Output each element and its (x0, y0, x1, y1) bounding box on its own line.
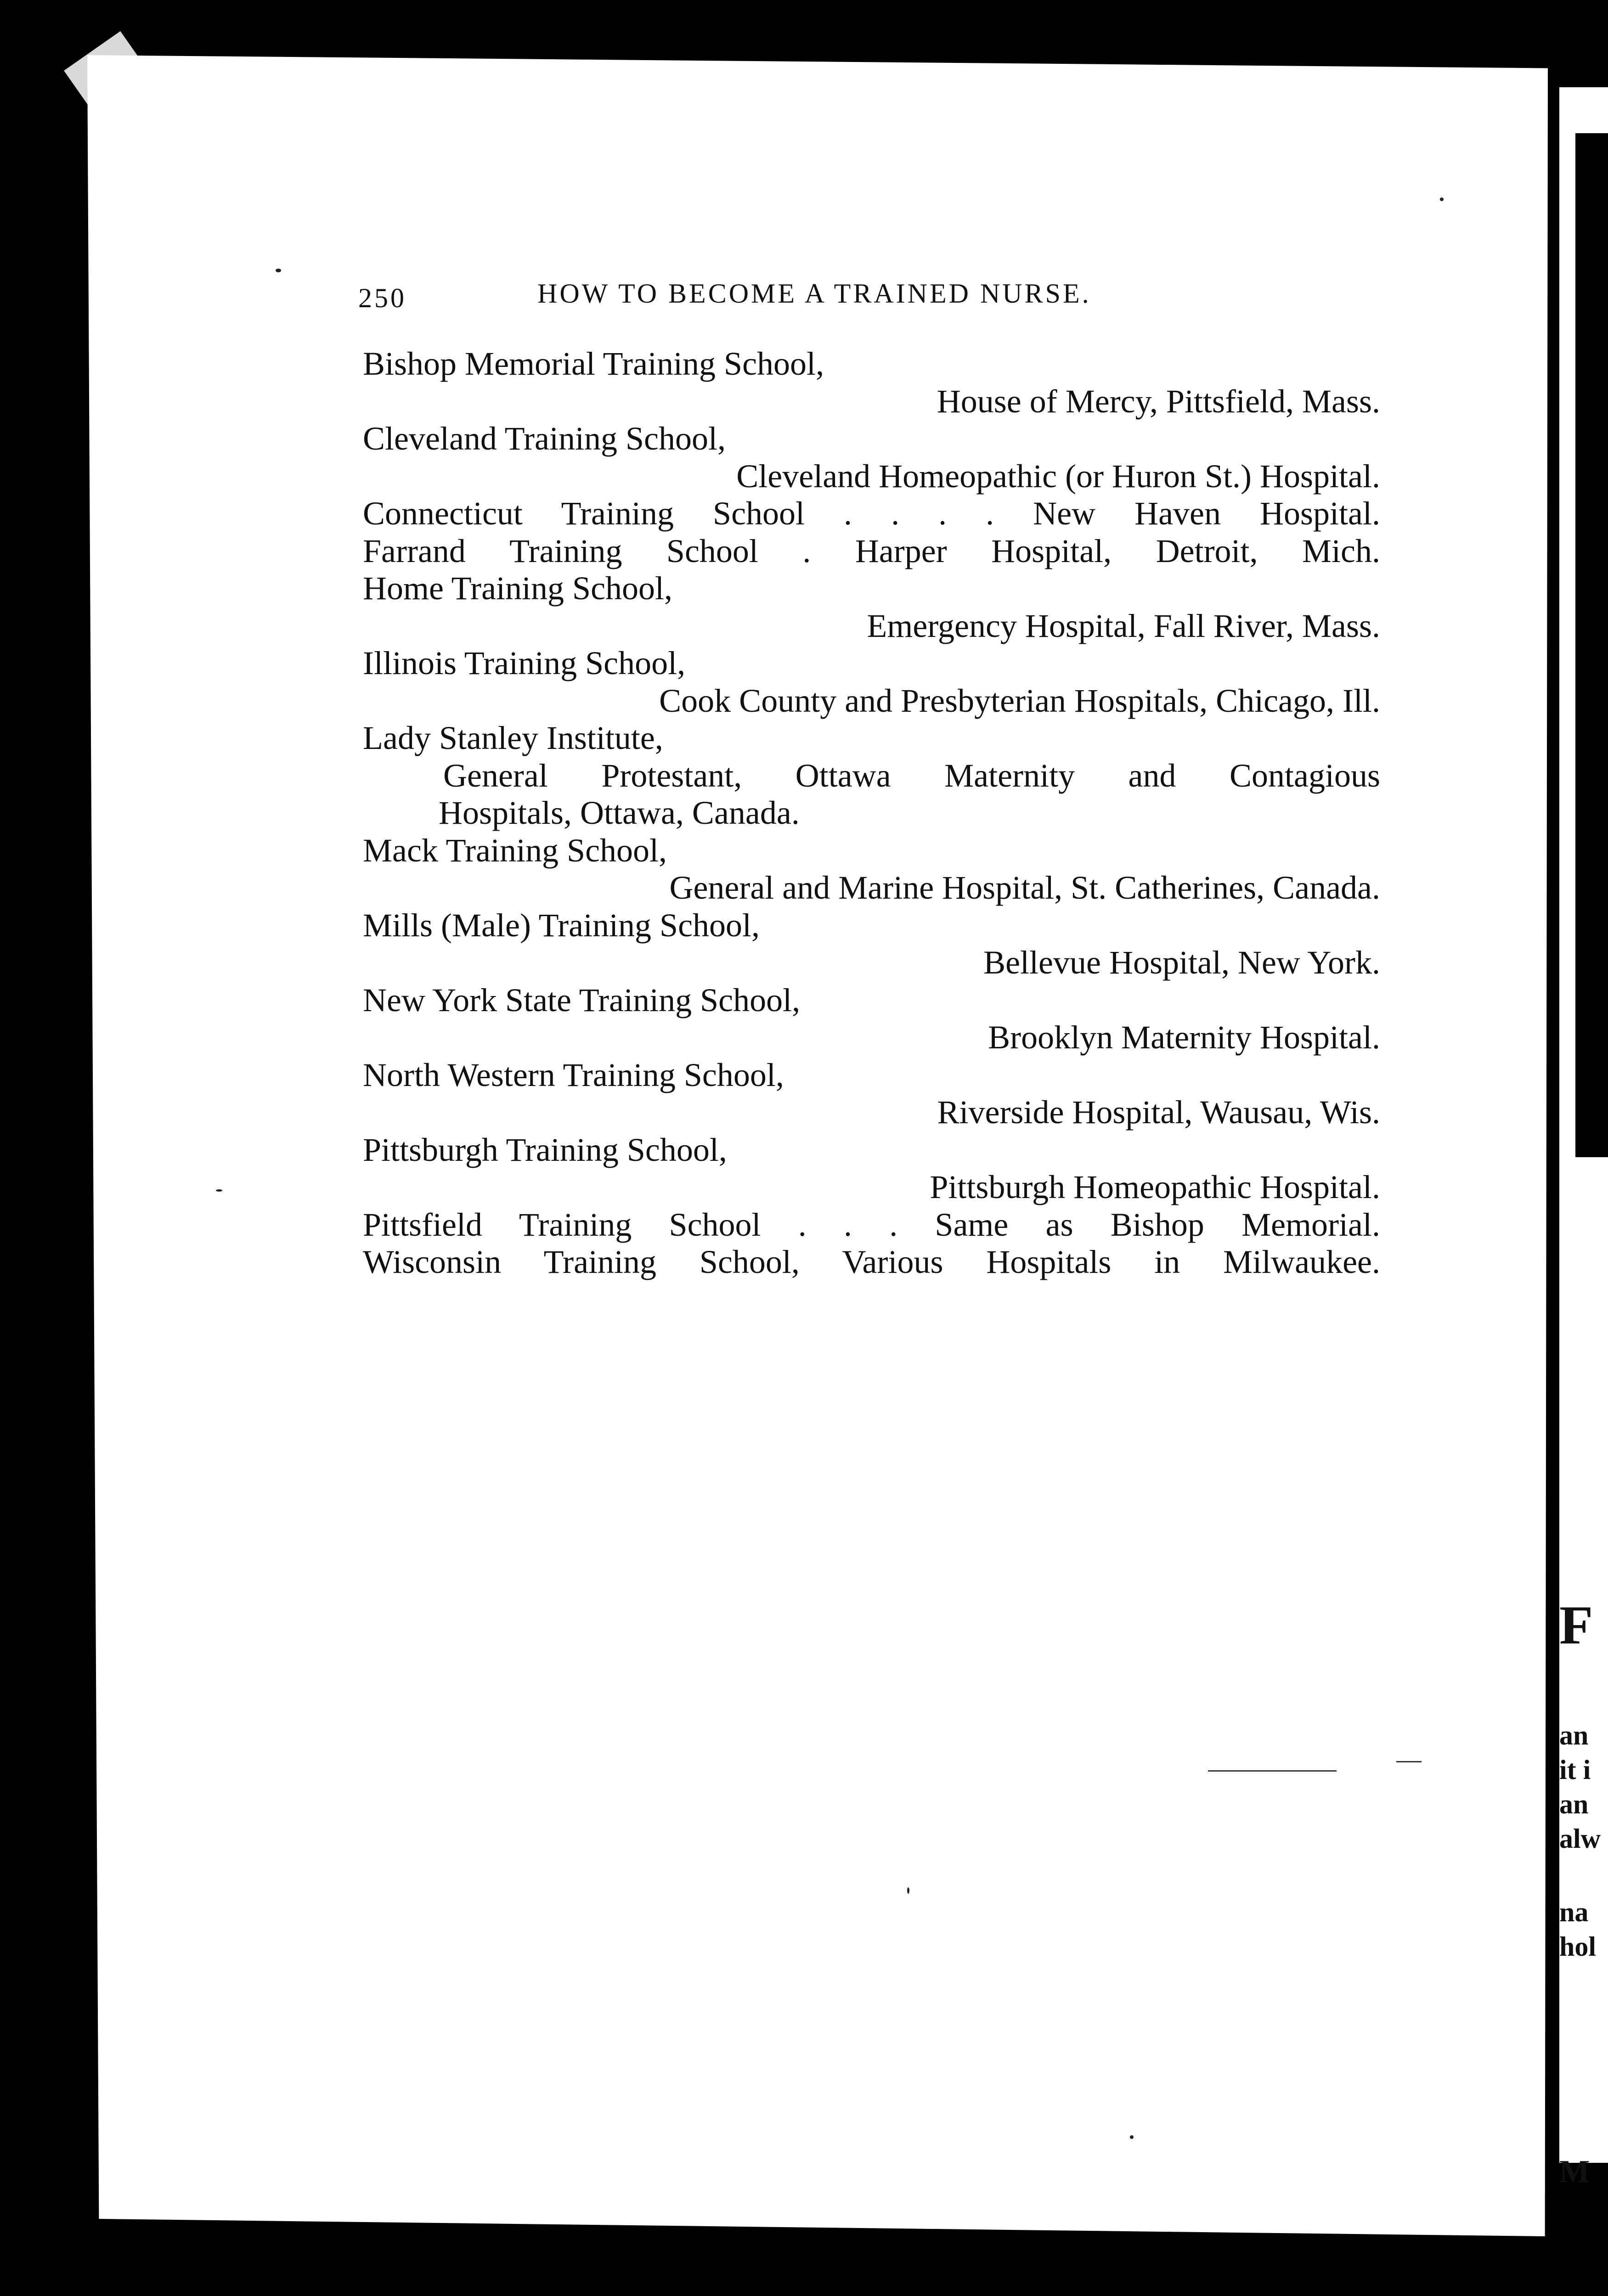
speck (1440, 197, 1444, 201)
list-line: Home Training School, (363, 570, 673, 607)
list-line: Pittsburgh Homeopathic Hospital. (930, 1169, 1380, 1205)
page-number: 250 (358, 283, 406, 313)
list-line: Connecticut Training School . . . . New Haven Hospital. (363, 495, 1380, 532)
list-line: Riverside Hospital, Wausau, Wis. (937, 1094, 1380, 1131)
speck (276, 269, 281, 272)
scratch-mark (1396, 1761, 1422, 1762)
list-line: Brooklyn Maternity Hospital. (988, 1019, 1380, 1056)
list-line: North Western Training School, (363, 1056, 784, 1093)
adjacent-page-text: alw (1559, 1823, 1601, 1854)
list-line: Bishop Memorial Training School, (363, 345, 824, 382)
adjacent-page-text: na (1559, 1897, 1589, 1927)
speck (1130, 2135, 1134, 2139)
training-school-list (363, 345, 1380, 1281)
list-line: Cook County and Presbyterian Hospitals, Chicago, Ill. (659, 682, 1380, 719)
list-line: Hospitals, Ottawa, Canada. (439, 794, 800, 831)
list-line: Pittsburgh Training School, (363, 1131, 727, 1168)
running-head (358, 278, 1387, 319)
list-line: Cleveland Training School, (363, 420, 726, 457)
speck (216, 1189, 222, 1192)
adjacent-page-text: it i (1559, 1755, 1591, 1785)
list-line: General and Marine Hospital, St. Catherines, Canada. (669, 869, 1380, 906)
list-line: Pittsfield Training School . . . Same as Bishop Memorial. (363, 1206, 1380, 1243)
running-title: HOW TO BECOME A TRAINED NURSE. (537, 278, 1091, 309)
adjacent-page-text: an (1559, 1789, 1589, 1819)
adjacent-page-text: hol (1559, 1931, 1597, 1962)
list-line: Mills (Male) Training School, (363, 906, 760, 944)
adjacent-page-text: M (1559, 2154, 1590, 2189)
book-spine-shadow (1575, 133, 1608, 1157)
list-line: Illinois Training School, (363, 645, 686, 681)
adjacent-page-text: an (1559, 1720, 1589, 1750)
list-line: Mack Training School, (363, 832, 667, 869)
list-line: Emergency Hospital, Fall River, Mass. (867, 607, 1380, 644)
list-line: Cleveland Homeopathic (or Huron St.) Hospital. (736, 457, 1380, 495)
speck (907, 1887, 909, 1894)
scratch-mark (1208, 1770, 1337, 1772)
list-line: General Protestant, Ottawa Maternity and Contagious (443, 757, 1380, 794)
list-line: Bellevue Hospital, New York. (983, 944, 1380, 981)
list-line: New York State Training School, (363, 981, 801, 1019)
list-line: House of Mercy, Pittsfield, Mass. (937, 383, 1380, 420)
list-line: Wisconsin Training School, Various Hospitals in Milwaukee. (363, 1244, 1380, 1280)
list-line: Farrand Training School . Harper Hospital, Detroit, Mich. (363, 532, 1380, 569)
adjacent-page-heading: F (1559, 1594, 1593, 1655)
list-line: Lady Stanley Institute, (363, 720, 663, 756)
